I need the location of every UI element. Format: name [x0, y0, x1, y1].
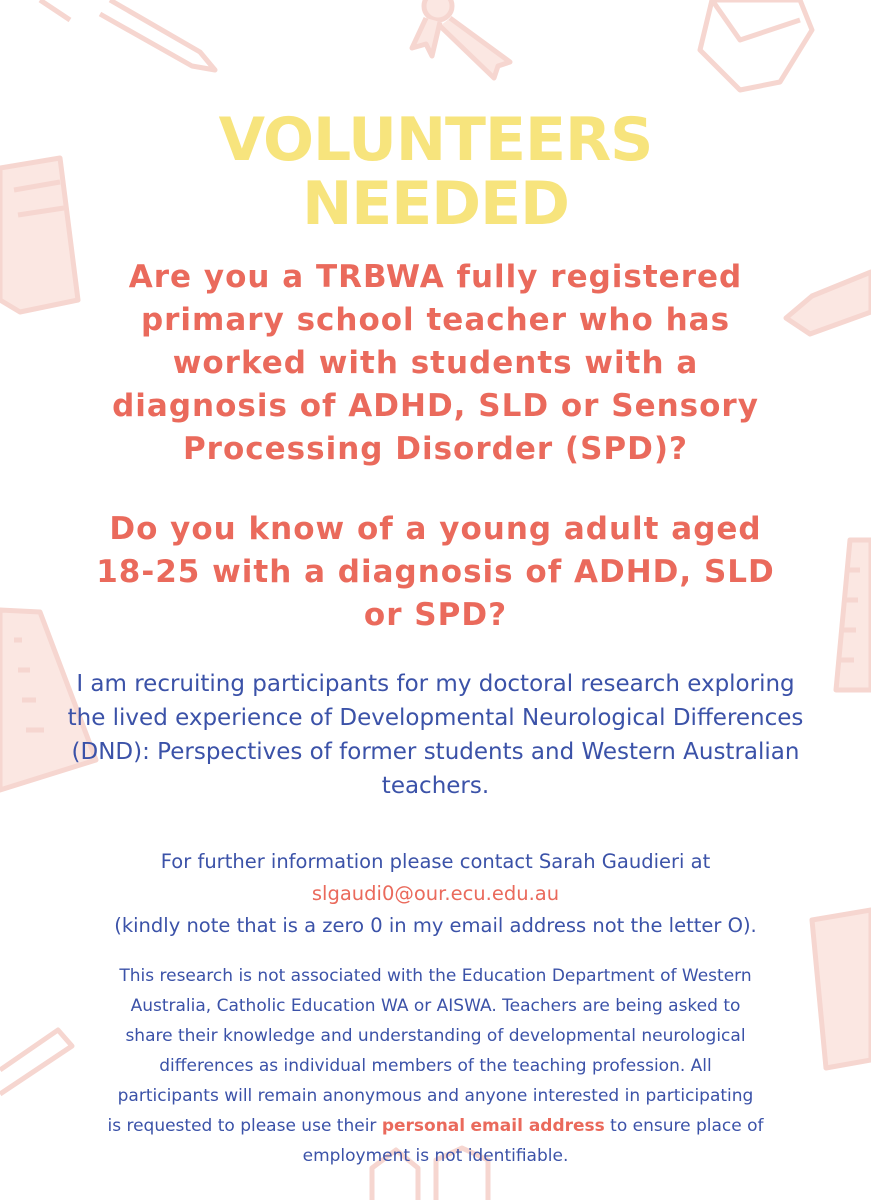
title-line-1: VOLUNTEERS: [218, 105, 653, 175]
question-line: primary school teacher who has: [140, 302, 731, 338]
email-link[interactable]: slgaudi0@our.ecu.edu.au: [311, 882, 560, 905]
highlight-personal: personal: [381, 1116, 466, 1136]
question-line: Processing Disorder (SPD)?: [182, 431, 689, 467]
disclaimer-paragraph: [60, 961, 811, 1171]
question-teachers: [40, 256, 831, 471]
question-line: Are you a TRBWA fully registered: [128, 259, 743, 295]
disclaimer-text: to ensure place of: [604, 1116, 764, 1136]
disclaimer-line: share their knowledge and understanding of developmental neurological: [125, 1026, 746, 1046]
disclaimer-line: Australia, Catholic Education WA or AISWA. Teachers are being asked to: [130, 996, 741, 1016]
disclaimer-line: employment is not identifiable.: [302, 1146, 569, 1166]
recruiting-paragraph: [40, 667, 831, 803]
disclaimer-line: This research is not associated with the Education Department of Western: [119, 966, 752, 986]
question-line: Do you know of a young adult aged: [109, 511, 762, 547]
question-line: or SPD?: [363, 597, 508, 633]
disclaimer-line: [60, 1111, 811, 1141]
disclaimer-text: is requested to please use their: [107, 1116, 382, 1136]
contact-line: For further information please contact Sarah Gaudieri at: [160, 850, 711, 873]
title-line-2: NEEDED: [302, 169, 569, 239]
paragraph-line: (DND): Perspectives of former students and Western Australian: [71, 739, 800, 765]
paragraph-line: teachers.: [381, 773, 490, 799]
paragraph-line: I am recruiting participants for my doctoral research exploring: [76, 671, 795, 697]
question-line: diagnosis of ADHD, SLD or Sensory: [112, 388, 759, 424]
disclaimer-line: participants will remain anonymous and anyone interested in participating: [117, 1086, 754, 1106]
contact-info: [40, 846, 831, 942]
question-line: worked with students with a: [172, 345, 699, 381]
paragraph-line: the lived experience of Developmental Neurological Differences: [67, 705, 804, 731]
question-young-adults: [40, 508, 831, 637]
page-title: [0, 105, 871, 239]
disclaimer-line: differences as individual members of the teaching profession. All: [159, 1056, 712, 1076]
question-line: 18-25 with a diagnosis of ADHD, SLD: [96, 554, 775, 590]
highlight-email-address: email address: [470, 1116, 605, 1136]
contact-note: (kindly note that is a zero 0 in my email address not the letter O).: [114, 914, 757, 937]
